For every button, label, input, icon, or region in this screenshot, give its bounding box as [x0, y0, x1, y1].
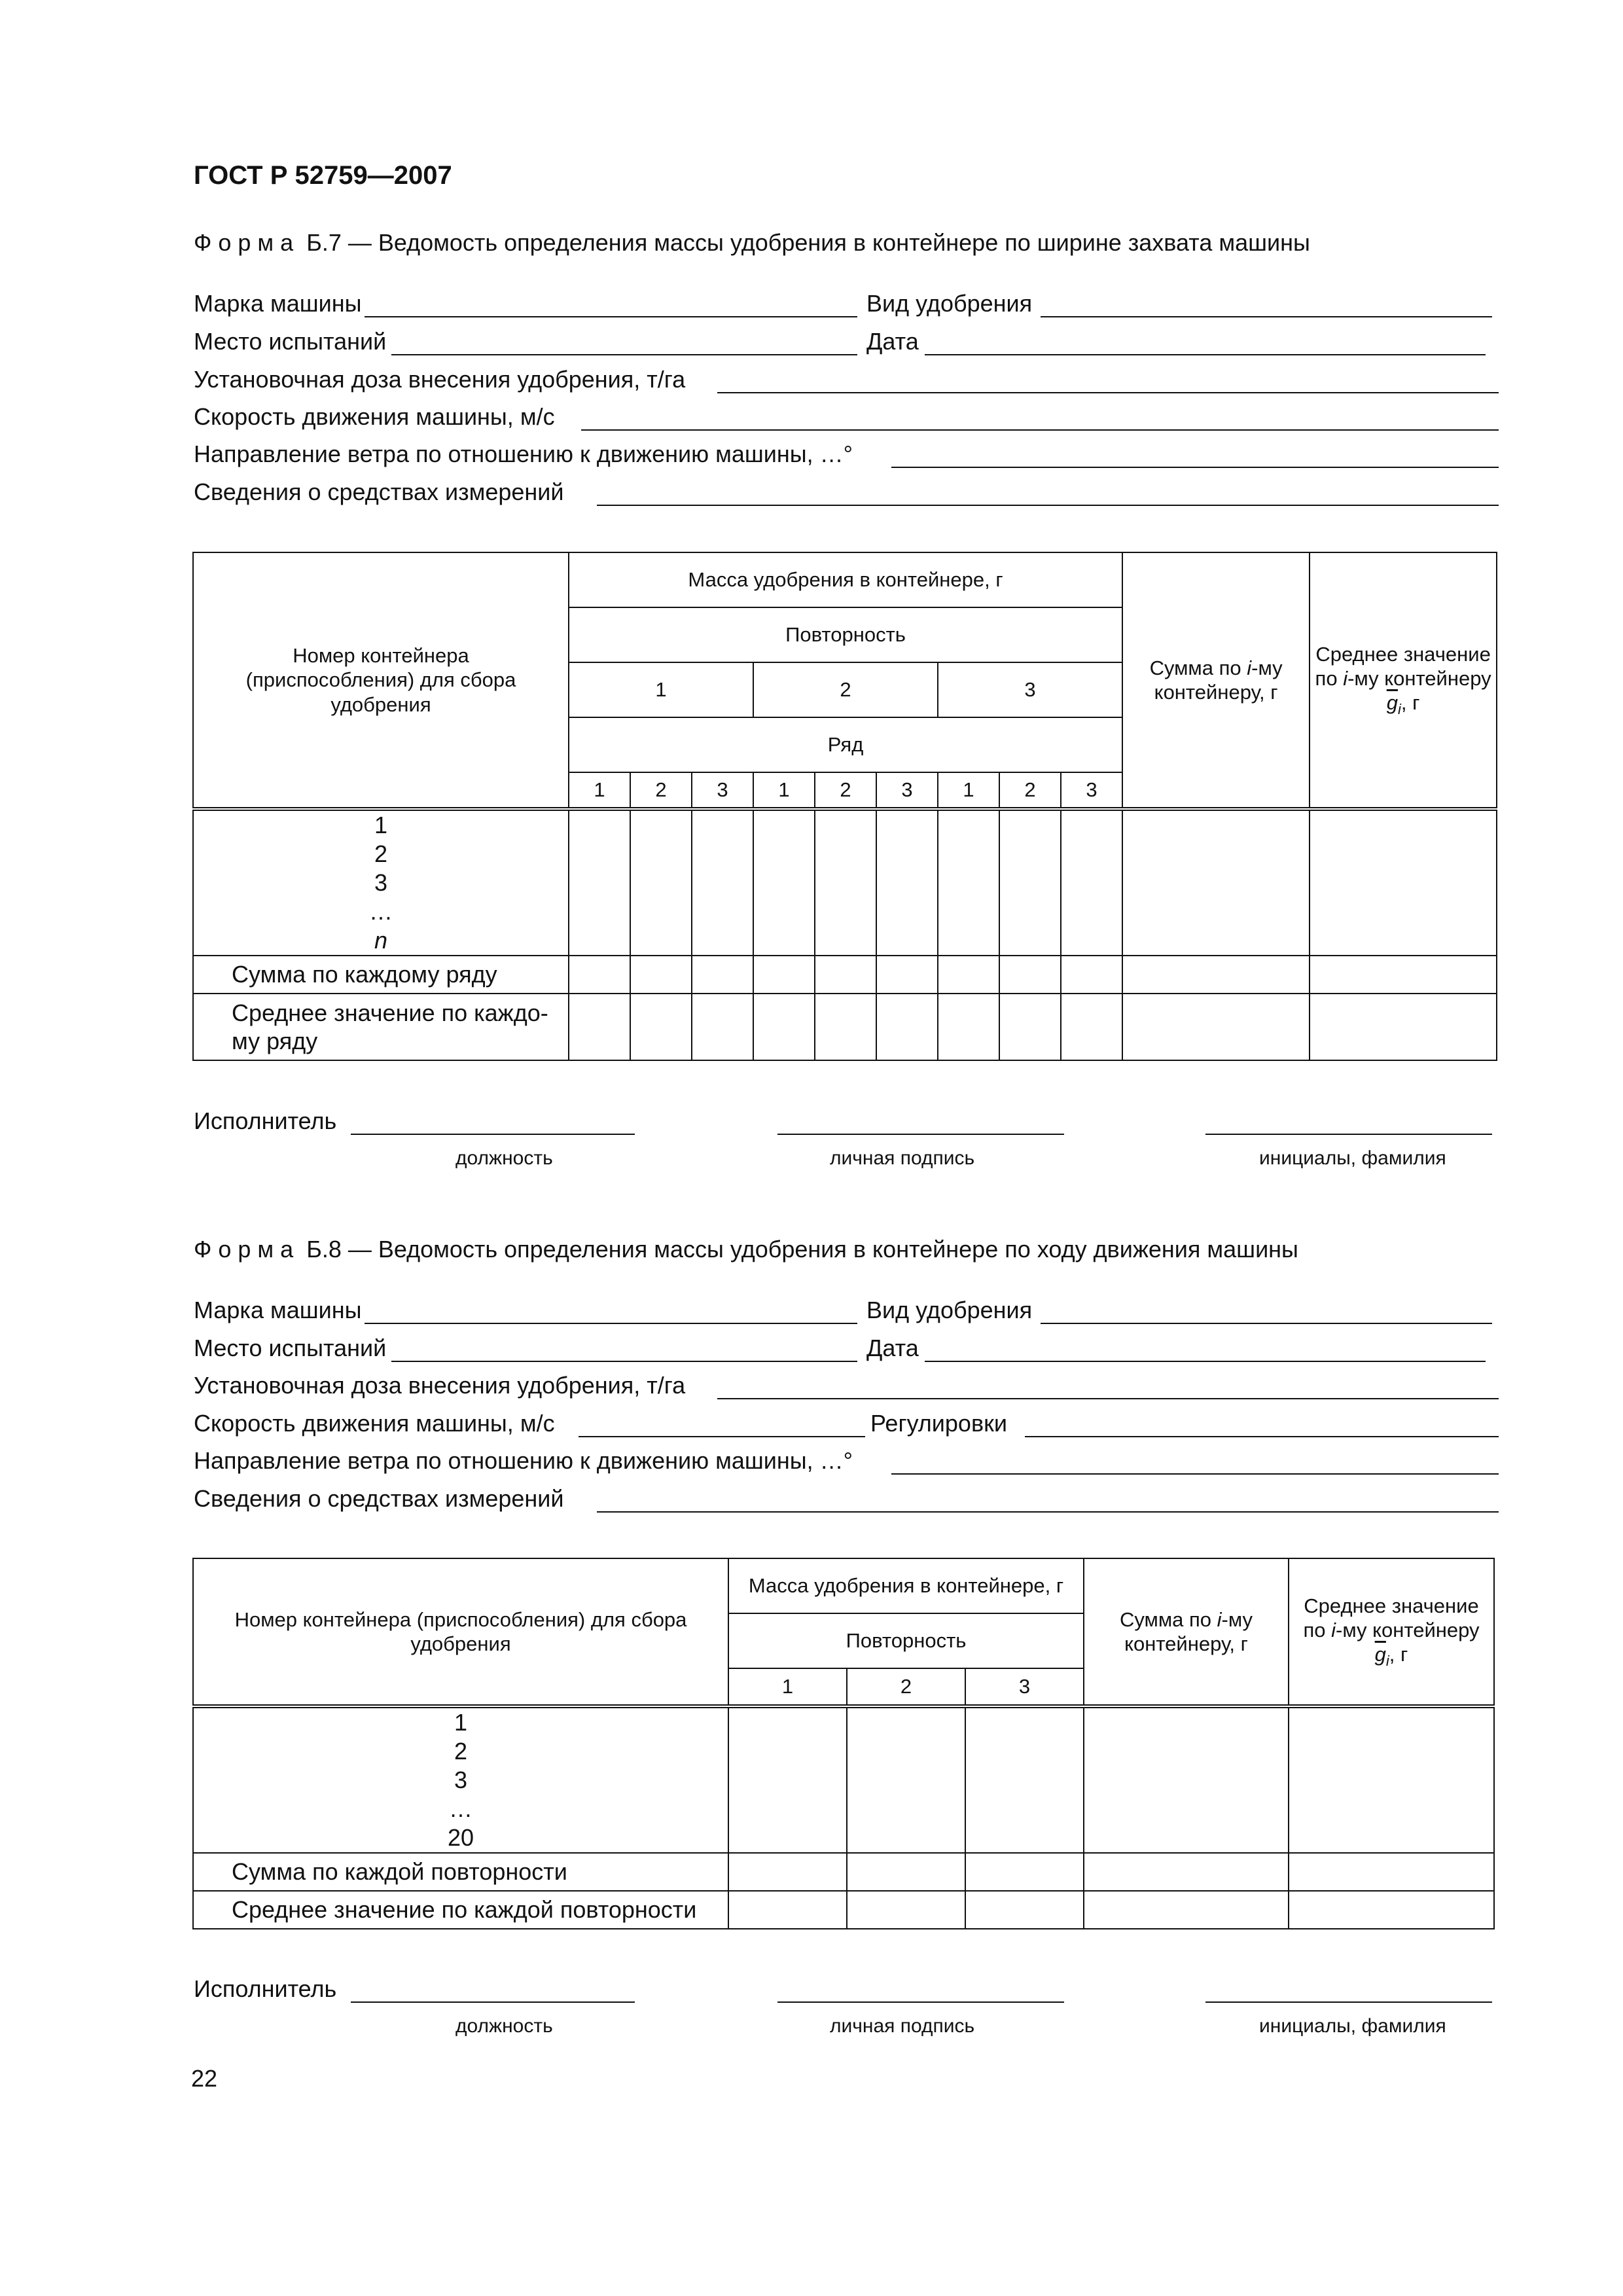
table-cell[interactable] — [815, 956, 876, 994]
form-b7-caption — [194, 229, 1310, 257]
table-cell[interactable] — [692, 956, 753, 994]
table-cell[interactable] — [965, 1706, 1084, 1853]
table-cell[interactable] — [569, 994, 630, 1060]
table-cell[interactable] — [965, 1853, 1084, 1891]
b8-machine-brand-field[interactable] — [365, 1323, 857, 1324]
table-cell[interactable] — [1122, 994, 1310, 1060]
b7-repeat-1: 1 — [569, 662, 753, 717]
table-cell[interactable] — [876, 994, 938, 1060]
b7-test-site-label: Место испытаний — [194, 328, 387, 355]
table-cell[interactable] — [692, 994, 753, 1060]
b8-signature-caption: личная подпись — [830, 2015, 975, 2037]
table-cell[interactable] — [1289, 1891, 1494, 1929]
table-cell[interactable] — [630, 809, 692, 956]
b8-machine-brand-label: Марка машины — [194, 1297, 362, 1323]
b7-repeat-2: 2 — [753, 662, 938, 717]
table-cell[interactable] — [1289, 1706, 1494, 1853]
table-row — [193, 994, 1497, 1060]
b8-rate-label: Установочная доза внесения удобрения, т/га — [194, 1372, 686, 1399]
table-cell[interactable] — [753, 956, 815, 994]
b8-repeat-2: 2 — [847, 1668, 965, 1706]
table-cell[interactable] — [1310, 994, 1497, 1060]
table-cell[interactable] — [1084, 1891, 1289, 1929]
b8-col-repeat-header: Повторность — [728, 1613, 1084, 1668]
table-cell[interactable] — [1084, 1706, 1289, 1853]
b8-date-label: Дата — [866, 1335, 919, 1361]
b8-container-numbers: 1 2 3 … 20 — [193, 1706, 728, 1853]
table-row — [193, 809, 1497, 956]
b7-executor-label: Исполнитель — [194, 1107, 337, 1134]
table-cell[interactable] — [847, 1853, 965, 1891]
b8-repeat-1: 1 — [728, 1668, 847, 1706]
table-cell[interactable] — [938, 809, 999, 956]
b7-row-sub-4: 1 — [753, 772, 815, 809]
b8-fertilizer-type-label: Вид удобрения — [866, 1297, 1033, 1323]
form-b7-table — [192, 552, 1497, 1061]
b7-row-sub-7: 1 — [938, 772, 999, 809]
table-cell[interactable] — [1061, 994, 1122, 1060]
table-cell[interactable] — [753, 994, 815, 1060]
b7-machine-brand-field[interactable] — [365, 316, 857, 317]
b7-row-sub-2: 2 — [630, 772, 692, 809]
table-cell[interactable] — [999, 809, 1061, 956]
table-cell[interactable] — [965, 1891, 1084, 1929]
table-cell[interactable] — [728, 1706, 847, 1853]
table-cell[interactable] — [1061, 956, 1122, 994]
table-cell[interactable] — [753, 809, 815, 956]
b7-col-container-header: Номер контейнера (приспособления) для сбора удобрения — [193, 552, 569, 809]
b8-name-field[interactable] — [1205, 2001, 1492, 2003]
b8-repeat-3: 3 — [965, 1668, 1084, 1706]
b8-position-field[interactable] — [351, 2001, 635, 2003]
b7-date-label: Дата — [866, 328, 919, 355]
b7-speed-label: Скорость движения машины, м/с — [194, 403, 555, 430]
b7-fertilizer-type-label: Вид удобрения — [866, 290, 1033, 317]
table-cell[interactable] — [569, 809, 630, 956]
b7-row-sum-label: Сумма по каждому ряду — [193, 956, 569, 994]
b7-row-sub-6: 3 — [876, 772, 938, 809]
table-row — [193, 956, 1497, 994]
b7-speed-field[interactable] — [581, 429, 1499, 431]
b7-col-sum-header: Сумма по i-му контейнеру, г — [1122, 552, 1310, 809]
b7-signature-caption: личная подпись — [830, 1147, 975, 1169]
table-cell[interactable] — [999, 994, 1061, 1060]
table-cell[interactable] — [815, 994, 876, 1060]
b8-adjustments-field[interactable] — [1025, 1436, 1499, 1437]
table-cell[interactable] — [1310, 809, 1497, 956]
b7-wind-field[interactable] — [891, 467, 1499, 468]
b8-instruments-field[interactable] — [597, 1511, 1499, 1513]
b8-adjustments-label: Регулировки — [870, 1410, 1007, 1437]
b8-fertilizer-type-field[interactable] — [1041, 1323, 1492, 1324]
b8-test-site-field[interactable] — [391, 1361, 857, 1362]
table-cell[interactable] — [728, 1891, 847, 1929]
b7-instruments-field[interactable] — [597, 505, 1499, 506]
b7-position-field[interactable] — [351, 1134, 635, 1135]
table-cell[interactable] — [692, 809, 753, 956]
form-b8-caption — [194, 1236, 1298, 1263]
b7-container-numbers: 1 2 3 … n — [193, 809, 569, 956]
table-cell[interactable] — [938, 956, 999, 994]
table-cell[interactable] — [630, 956, 692, 994]
document-header: ГОСТ Р 52759—2007 — [194, 161, 452, 190]
table-row — [193, 1891, 1494, 1929]
b8-speed-label: Скорость движения машины, м/с — [194, 1410, 555, 1437]
b7-name-field[interactable] — [1205, 1134, 1492, 1135]
b8-rate-field[interactable] — [717, 1398, 1499, 1399]
b8-col-mass-header: Масса удобрения в контейнере, г — [728, 1558, 1084, 1613]
b8-col-avg-header: Среднее значение по i-му контейнеру $\overline{g}_i$, г — [1289, 1558, 1494, 1706]
b7-rate-field[interactable] — [717, 392, 1499, 393]
form-b8-caption-prefix: Форма — [194, 1236, 300, 1263]
table-cell[interactable] — [1310, 956, 1497, 994]
form-b8-table — [192, 1558, 1495, 1929]
b7-fertilizer-type-field[interactable] — [1041, 316, 1492, 317]
b7-col-repeat-header: Повторность — [569, 607, 1122, 662]
b8-wind-label: Направление ветра по отношению к движению машины, …° — [194, 1447, 853, 1474]
table-cell[interactable] — [999, 956, 1061, 994]
b8-col-sum-header: Сумма по i-му контейнеру, г — [1084, 1558, 1289, 1706]
table-cell[interactable] — [1122, 956, 1310, 994]
table-cell[interactable] — [1084, 1853, 1289, 1891]
b8-row-sum-label: Сумма по каждой повторности — [193, 1853, 728, 1891]
b8-wind-field[interactable] — [891, 1473, 1499, 1475]
b7-date-field[interactable] — [925, 354, 1486, 355]
table-cell[interactable] — [938, 994, 999, 1060]
b7-row-sub-1: 1 — [569, 772, 630, 809]
table-cell[interactable] — [1122, 809, 1310, 956]
form-b8-caption-title: Б.8 — Ведомость определения массы удобрения в контейнере по ходу движения машины — [306, 1236, 1298, 1263]
form-b7-caption-prefix: Форма — [194, 229, 300, 256]
table-cell[interactable] — [876, 956, 938, 994]
b7-row-avg-label: Среднее значение по каждо-му ряду — [193, 994, 569, 1060]
b7-wind-label: Направление ветра по отношению к движению машины, …° — [194, 440, 853, 467]
b7-test-site-field[interactable] — [391, 354, 857, 355]
b7-machine-brand-label: Марка машины — [194, 290, 362, 317]
page-number: 22 — [191, 2065, 218, 2092]
b8-test-site-label: Место испытаний — [194, 1335, 387, 1361]
b8-name-caption: инициалы, фамилия — [1259, 2015, 1446, 2037]
b7-col-avg-header: Среднее значение по i-му контейнеру $\overline{g}_i$, г — [1310, 552, 1497, 809]
b7-row-sub-9: 3 — [1061, 772, 1122, 809]
b7-repeat-3: 3 — [938, 662, 1122, 717]
b7-row-sub-5: 2 — [815, 772, 876, 809]
b7-name-caption: инициалы, фамилия — [1259, 1147, 1446, 1169]
b7-col-mass-header: Масса удобрения в контейнере, г — [569, 552, 1122, 607]
b7-col-row-header: Ряд — [569, 717, 1122, 772]
table-cell[interactable] — [728, 1853, 847, 1891]
b8-col-container-header: Номер контейнера (приспособления) для сбора удобрения — [193, 1558, 728, 1706]
table-cell[interactable] — [847, 1891, 965, 1929]
b7-rate-label: Установочная доза внесения удобрения, т/га — [194, 366, 686, 393]
b7-row-sub-3: 3 — [692, 772, 753, 809]
b8-position-caption: должность — [455, 2015, 553, 2037]
table-cell[interactable] — [1289, 1853, 1494, 1891]
table-row — [193, 1853, 1494, 1891]
b7-instruments-label: Сведения о средствах измерений — [194, 478, 564, 505]
b8-signature-field[interactable] — [777, 2001, 1064, 2003]
table-cell[interactable] — [815, 809, 876, 956]
b8-date-field[interactable] — [925, 1361, 1486, 1362]
table-cell[interactable] — [876, 809, 938, 956]
table-cell[interactable] — [1061, 809, 1122, 956]
b8-speed-field[interactable] — [579, 1436, 865, 1437]
table-cell[interactable] — [847, 1706, 965, 1853]
b7-position-caption: должность — [455, 1147, 553, 1169]
b7-row-sub-8: 2 — [999, 772, 1061, 809]
form-b7-caption-title: Б.7 — Ведомость определения массы удобрения в контейнере по ширине захвата машины — [306, 229, 1310, 256]
b8-instruments-label: Сведения о средствах измерений — [194, 1485, 564, 1512]
table-row — [193, 1706, 1494, 1853]
b7-signature-field[interactable] — [777, 1134, 1064, 1135]
b8-executor-label: Исполнитель — [194, 1975, 337, 2002]
b8-row-avg-label: Среднее значение по каждой повторности — [193, 1891, 728, 1929]
table-cell[interactable] — [569, 956, 630, 994]
table-cell[interactable] — [630, 994, 692, 1060]
